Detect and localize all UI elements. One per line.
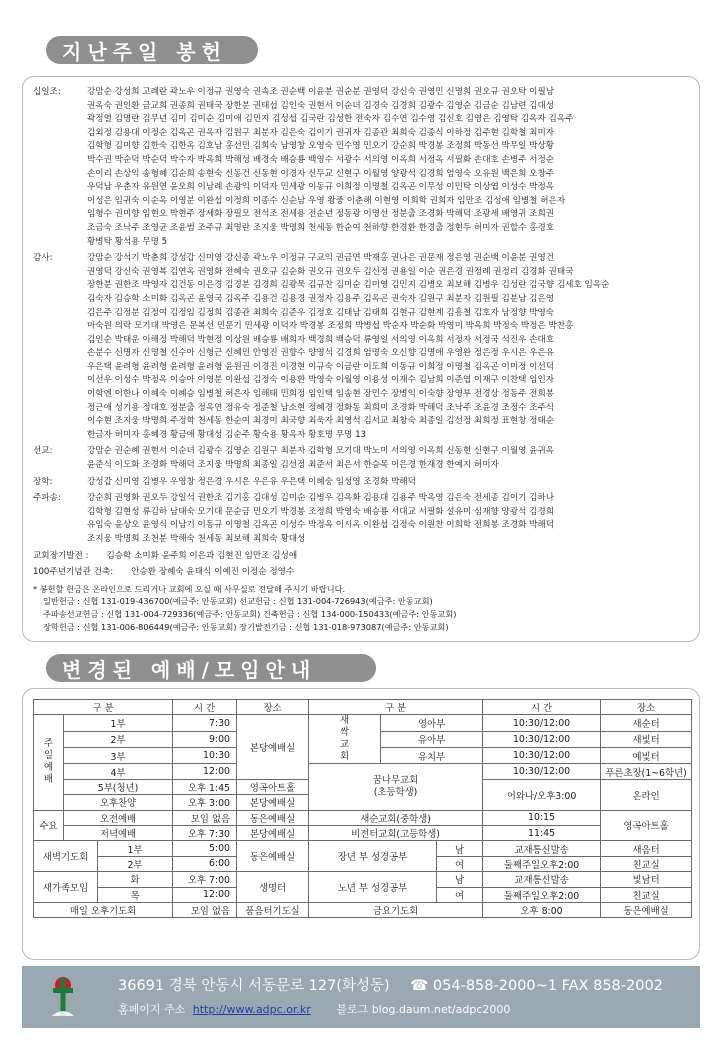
offering-names-line: 이선우 이성수 박정옥 이승아 이영분 이완섭 김정숙 이용환 박영숙 이월영 이용성 이재수 김남희 이준엽 이재구 이찬택 임인자 [87, 375, 555, 386]
service-name: 1부 [98, 841, 173, 856]
col-header-time: 시 간 [173, 700, 237, 715]
offering-names-line: 김학형 김미향 김한숙 김한옥 김호남 홍선민 김희숙 남영창 오영숙 민수영 민오기 강순희 박경봉 조정희 박동선 박무일 박상황 [87, 141, 555, 152]
offering-category [33, 445, 689, 472]
offering-names-line: 황병탁 황석용 무명 5 [87, 236, 168, 247]
dept-place: 동은예배실 [601, 902, 692, 917]
service-place: 생명터 [237, 872, 309, 903]
service-time: 7:30 [173, 715, 237, 731]
note-line: * 봉헌할 헌금은 온라인으로 드리거나 교회에 오실 때 사무실로 전달해 주시기 바랍니다. [33, 583, 346, 594]
service-place: 동은예배실 [237, 841, 309, 872]
service-place: 영곡아트홀 [237, 779, 309, 794]
dept-time: 둘째주일오후2:00 [483, 887, 601, 902]
offering-names-line: 유임숙 윤상오 윤영식 이남기 이동규 이명철 김옥곤 이성수 박정옥 이시옥 이완섭 김정숙 이원찬 이희학 전희봉 조경화 박해덕 [87, 520, 555, 531]
service-name: 4부 [64, 764, 173, 779]
service-time: 12:00 [173, 764, 237, 779]
church-cross-logo-icon [50, 976, 76, 1018]
offering-category-label: 십일조: [33, 87, 61, 97]
senior-bible-study-label: 노년 부 성경공부 [309, 872, 437, 903]
dept-time: 10:15 [483, 810, 601, 825]
col-header-place: 장소 [237, 700, 309, 715]
dept-time: 10:30/12:00 [483, 715, 601, 731]
offering-names-line: 이학엔 이한나 이혜숙 이혜승 임병철 허은자 임해태 민희정 임인택 임송현 장민수 장병익 이숙향 장영부 전경상 정동주 전희봉 [87, 389, 555, 400]
offering-category [33, 476, 689, 490]
offering-names-line: 이성은 임귀숙 이순옥 이영분 이완섭 이정희 이종수 신순남 우영 왕중 이춘해 이현영 이희학 권희자 임만조 김성애 임병철 허은자 [87, 195, 566, 206]
service-time: 오후 7:30 [173, 825, 237, 840]
offering-names-line: 조금숙 조낙주 조영균 조윤범 조주규 최명란 조지웅 박명희 천세동 한순여 천하향 한경환 한경출 정현두 허미자 권할수 홍경호 [87, 222, 555, 233]
dept-time: 10:30/12:00 [483, 748, 601, 764]
kkumnamu-label: 꿈나무교회 (초등학생) [372, 774, 419, 798]
dept-name: 금요기도회 [309, 902, 483, 917]
service-place: 본당예배실 [237, 795, 309, 810]
dept-name: 유치부 [381, 748, 483, 764]
schedule-table-box [22, 688, 700, 960]
offering-names-line: 한금자 허미자 홍혜경 황금애 황대성 김순주 황숙용 황옥자 황호명 무명 13 [87, 429, 366, 440]
gender-label: 여 [437, 856, 483, 871]
dept-time: 오후 8:00 [483, 902, 601, 917]
dawn-prayer-label: 새벽기도회 [34, 841, 98, 872]
offering-names-line: 김학형 김현성 류김하 남태숙 모기대 문순금 민오기 박경봉 조정희 박영숙 배승룡 서대교 서필화 설유미 심재향 양광석 김경희 [87, 506, 555, 517]
dept-time: 11:45 [483, 825, 601, 840]
col-header-category: 구 분 [34, 700, 173, 715]
special-offering-row [33, 550, 689, 564]
service-time: 오후 3:00 [173, 795, 237, 810]
service-name: 매일 오후기도회 [34, 902, 173, 917]
gender-label: 여 [437, 887, 483, 902]
col-header-category: 구 분 [309, 700, 483, 715]
offering-names-line: 우덕남 우춘자 유원연 윤오희 이남례 손광익 이덕자 민세광 이동규 이희정 이명철 김옥곤 이무성 이민탁 이상엽 이성수 박정옥 [87, 182, 555, 193]
service-name: 5부(청년) [64, 779, 173, 794]
offering-names-line: 권영덕 강신숙 권영복 김연옥 권영화 전혜숙 권오규 김순화 권오규 권오두 김신정 권용일 이순 권은경 권정례 권정리 김경화 권태국 [87, 266, 574, 277]
service-name: 목 [98, 887, 173, 902]
service-time: 모임 없음 [173, 810, 237, 825]
blog-address: 블로그 blog.daum.net/adpc2000 [336, 1003, 511, 1016]
dept-time: 둘째주일오후2:00 [483, 856, 601, 871]
service-place: 동은예배실 [237, 810, 309, 825]
offering-category [33, 86, 689, 249]
new-family-label: 새가족모임 [34, 872, 98, 903]
dept-time: 10:30/12:00 [483, 731, 601, 747]
offering-names-line: 강순희 권영화 권오두 강일석 권한조 김기홍 김대성 김미순 김병우 김옥화 김용대 김용주 박옥영 김은숙 전세종 김이기 김하나 [87, 493, 555, 504]
web-line [118, 1001, 510, 1017]
offering-names-line: 임형수 권미향 임현오 박현주 장세화 장필모 전석조 전세용 전순년 정동광 이명선 정분출 조경화 박해덕 조광세 배영귀 조희권 [87, 209, 555, 220]
offering-names-line: 마숙원 의락 모기대 박영은 문복선 민문기 민세광 이덕자 박경봉 조정희 박병섭 박순자 박순화 박영미 박옥희 박정숙 박정은 박찬홍 [87, 321, 574, 332]
service-name: 3부 [64, 748, 173, 764]
service-time: 모임 없음 [173, 902, 237, 917]
offering-list [22, 76, 700, 642]
offering-groups [33, 86, 689, 547]
offering-names-line: 김숙자 김승학 소미화 김옥곤 윤영국 김옥주 김용건 김용경 권정자 김용주 김옥곤 권숙자 김원구 최분자 김원필 김분남 김은영 [87, 293, 555, 304]
offering-category-label: 주파송: [33, 493, 61, 504]
dept-place: 새순터 [601, 715, 692, 731]
dept-place: 예빛터 [601, 748, 692, 764]
offering-names-line: 김인순 박태운 이해정 박해덕 박현정 이상원 배승룡 배희자 백경희 백승덕 류영일 서의영 이옥희 서정자 서정국 석진우 손대호 [87, 334, 555, 345]
dept-name: 유아부 [381, 731, 483, 747]
service-name: 화 [98, 872, 173, 887]
service-place: 본당예배실 [237, 715, 309, 779]
offering-names-line: 강맘순 권순혜 권현서 이순녀 김광수 김영순 김원구 최분자 김학형 모기대 박노미 서의영 이옥희 신동현 신현구 이월영 윤귀옥 [87, 446, 555, 457]
dept-time: 교재통신발송 [483, 841, 601, 856]
saessak-church-label: 새 싹 교 회 [309, 715, 381, 764]
offering-category [33, 492, 689, 546]
offering-names-line: 곽정열 김명란 김무년 김미 김미순 김미애 김민지 김성섭 김국란 김성한 전숙자 김수연 김수영 김신호 김영은 김영탁 김옥자 김옥주 [87, 114, 574, 125]
adult-bible-study-label: 장년 부 성경공부 [309, 841, 437, 872]
note-line: 일반헌금 : 신협 131-019-436700(예금주: 안동교회) 선교헌금 : 신협 131-004-726943(예금주: 안동교회) [43, 596, 433, 607]
service-time: 오후 7:00 [173, 872, 237, 887]
offering-names-line: 정근애 성기용 정대호 정분출 정옥연 정유숙 정준철 남소현 정혜경 정화동 최희미 조경화 박해덕 조낙주 조윤경 조정수 조주식 [87, 402, 555, 413]
service-name: 오후찬양 [64, 795, 173, 810]
special-offering-names: 안승환 장혜숙 윤태식 이예진 이정순 정영수 [131, 567, 295, 578]
note-line: 주파송선교헌금 : 신협 131-004-729336(예금주: 안동교회) 건축헌금 : 신협 134-000-150433(예금주: 안동교회) [43, 608, 457, 619]
service-place: 품음터기도실 [237, 902, 309, 917]
dept-time: 어와나/오후3:00 [483, 779, 601, 810]
special-offering-label: 100주년기념관 건축: [33, 567, 114, 578]
offering-notes [33, 583, 689, 633]
special-offering-label: 교회장기발전 : [33, 550, 89, 561]
offering-names-line: 이수현 조지웅 박명희 주정학 천세동 한순여 최경미 최국향 최욱자 최영석 김서교 최창숙 최종일 김선정 최희정 표현창 정태순 [87, 416, 555, 427]
church-footer [22, 966, 700, 1028]
offering-names-line: 강맘순 강석기 박춘희 강성갑 신미영 강신종 곽노우 이정규 구교익 권금연 박재홍 권나은 권문재 정은영 권순백 이윤분 권영건 [87, 253, 555, 264]
offering-category-label: 장학: [33, 476, 53, 487]
offering-category [33, 252, 689, 442]
phone-fax: ☎ 054-858-2000~1 FAX 858-2002 [410, 978, 663, 994]
dept-time: 교재통신발송 [483, 872, 601, 887]
offering-names-line: 강맘순 강성희 고례란 곽노우 이정규 권영숙 권속조 권순백 이윤분 권순분 권영덕 강신숙 권영민 신명희 권오규 권오탁 이필남 [87, 87, 555, 97]
service-name: 2부 [64, 731, 173, 747]
special-offerings [33, 550, 689, 580]
dept-place: 친교실 [601, 856, 692, 871]
offering-names-line: 박수권 박순덕 박순덕 박수자 박옥희 박해성 배경숙 배승룡 백영수 서광수 서의영 이옥희 서정옥 서필화 손대호 손병주 서정순 [87, 154, 555, 165]
service-time: 9:00 [173, 731, 237, 747]
schedule-table [33, 699, 692, 918]
dept-place: 빛남터 [601, 872, 692, 887]
address: 36691 경북 안동시 서동문로 127(화성동) [118, 978, 390, 994]
sunday-worship-label: 주 일 예 배 [34, 715, 64, 810]
special-offering-names: 김승학 소미화 윤주희 이은과 김현진 임만조 김성애 [106, 550, 298, 561]
service-time: 6:00 [173, 856, 237, 871]
col-header-place: 장소 [601, 700, 692, 715]
address-line [118, 974, 663, 995]
homepage-link[interactable]: http://www.adpc.or.kr [192, 1003, 311, 1016]
service-time: 5:00 [173, 841, 237, 856]
gender-label: 남 [437, 841, 483, 856]
dept-name: 영아부 [381, 715, 483, 731]
dept-place: 온라인 [601, 779, 692, 810]
offering-names-line: 강성갑 신미영 김병우 우영창 정은경 우시은 우은유 우은택 이혜숭 임성영 조경화 박해덕 [87, 476, 416, 487]
service-name: 저녁예배 [64, 825, 173, 840]
special-offering-row [33, 566, 689, 580]
offering-names-line: 장한분 권한조 박영자 김건동 이은경 김경분 김경희 김광묵 김규찬 김미순 김미영 김민지 김병오 최보해 김병우 김성란 김국향 김세호 임옥순 [87, 280, 610, 291]
dept-time: 10:30/12:00 [483, 764, 601, 779]
service-time: 10:30 [173, 748, 237, 764]
offering-names-line: 우은택 윤려형 윤려형 윤려형 윤려형 윤원권 이경진 이경현 이규숙 이금란 이도희 이동규 이희정 이명철 김옥곤 이미정 이선덕 [87, 361, 555, 372]
dept-place: 새음터 [601, 841, 692, 856]
service-place: 본당예배실 [237, 825, 309, 840]
service-name: 1부 [64, 715, 173, 731]
dept-place: 영곡아트홀 [601, 810, 692, 841]
offering-names-line: 김외정 김용대 이정순 김옥곤 권옥자 김원구 최분자 김은숙 김이기 권귀자 김종관 최희숙 김종식 이하정 김주현 김학철 최미자 [87, 127, 555, 138]
service-time: 12:00 [173, 887, 237, 902]
offering-section-title: 지난주일 봉헌 [46, 36, 258, 64]
dept-place: 친교실 [601, 887, 692, 902]
note-line: 장학헌금 : 신협 131-006-806449(예금주: 안동교회) 장기발전기금 : 신협 131-018-973087(예금주: 안동교회) [43, 621, 449, 632]
offering-category-label: 감사: [33, 253, 53, 264]
gender-label: 남 [437, 872, 483, 887]
offering-names-line: 권옥숙 권인환 금교희 권종희 권태국 장한분 권태섭 김인숙 권현서 이순녀 김경숙 김경희 김광수 김영순 김금순 김남련 김대성 [87, 100, 555, 111]
dept-place: 새빛터 [601, 731, 692, 747]
dept-place: 푸른초장(1~6학년) [601, 764, 692, 779]
schedule-section-title: 변경된 예배/모임안내 [46, 654, 376, 682]
service-name: 2부 [98, 856, 173, 871]
offering-names-line: 손이리 손상익 송형혜 김순희 송현숙 신동건 신동현 이경자 신두교 신현구 이월영 양광석 김경희 엄영숙 오유원 백은희 오창주 [87, 168, 555, 179]
col-header-time: 시 간 [483, 700, 601, 715]
wednesday-label: 수요 [34, 810, 64, 841]
homepage-label: 홈페이지 주소 [118, 1003, 186, 1016]
dept-name: 비전터교회(고등학생) [309, 825, 483, 840]
offering-names-line: 윤준식 이도화 조경화 박해덕 조지웅 박명희 최종일 김선정 최준서 최은서 한승목 이은경 한재경 한예지 허미자 [87, 460, 499, 471]
dept-name: 새순교회(중학생) [309, 810, 483, 825]
offering-category-label: 선교: [33, 446, 53, 457]
kkumnamu-church-label [309, 764, 483, 810]
offering-names-line: 손분수 신명자 신명철 신수아 신형근 신혜민 안영진 권향수 양영석 김경희 엄명숙 오신향 김명애 우영완 정은정 우시은 우은유 [87, 348, 555, 359]
offering-names-line: 김은주 김정분 김정여 김정임 김정희 김종관 최희숙 김준우 김정호 김태남 김태희 김현규 김현계 김흥철 김호자 남정향 박영숙 [87, 307, 555, 318]
service-name: 오전예배 [64, 810, 173, 825]
offering-names-line: 조지웅 박명희 조천분 박해숙 천세동 최보해 최희숙 황대성 [87, 534, 306, 544]
service-time: 오후 1:45 [173, 779, 237, 794]
